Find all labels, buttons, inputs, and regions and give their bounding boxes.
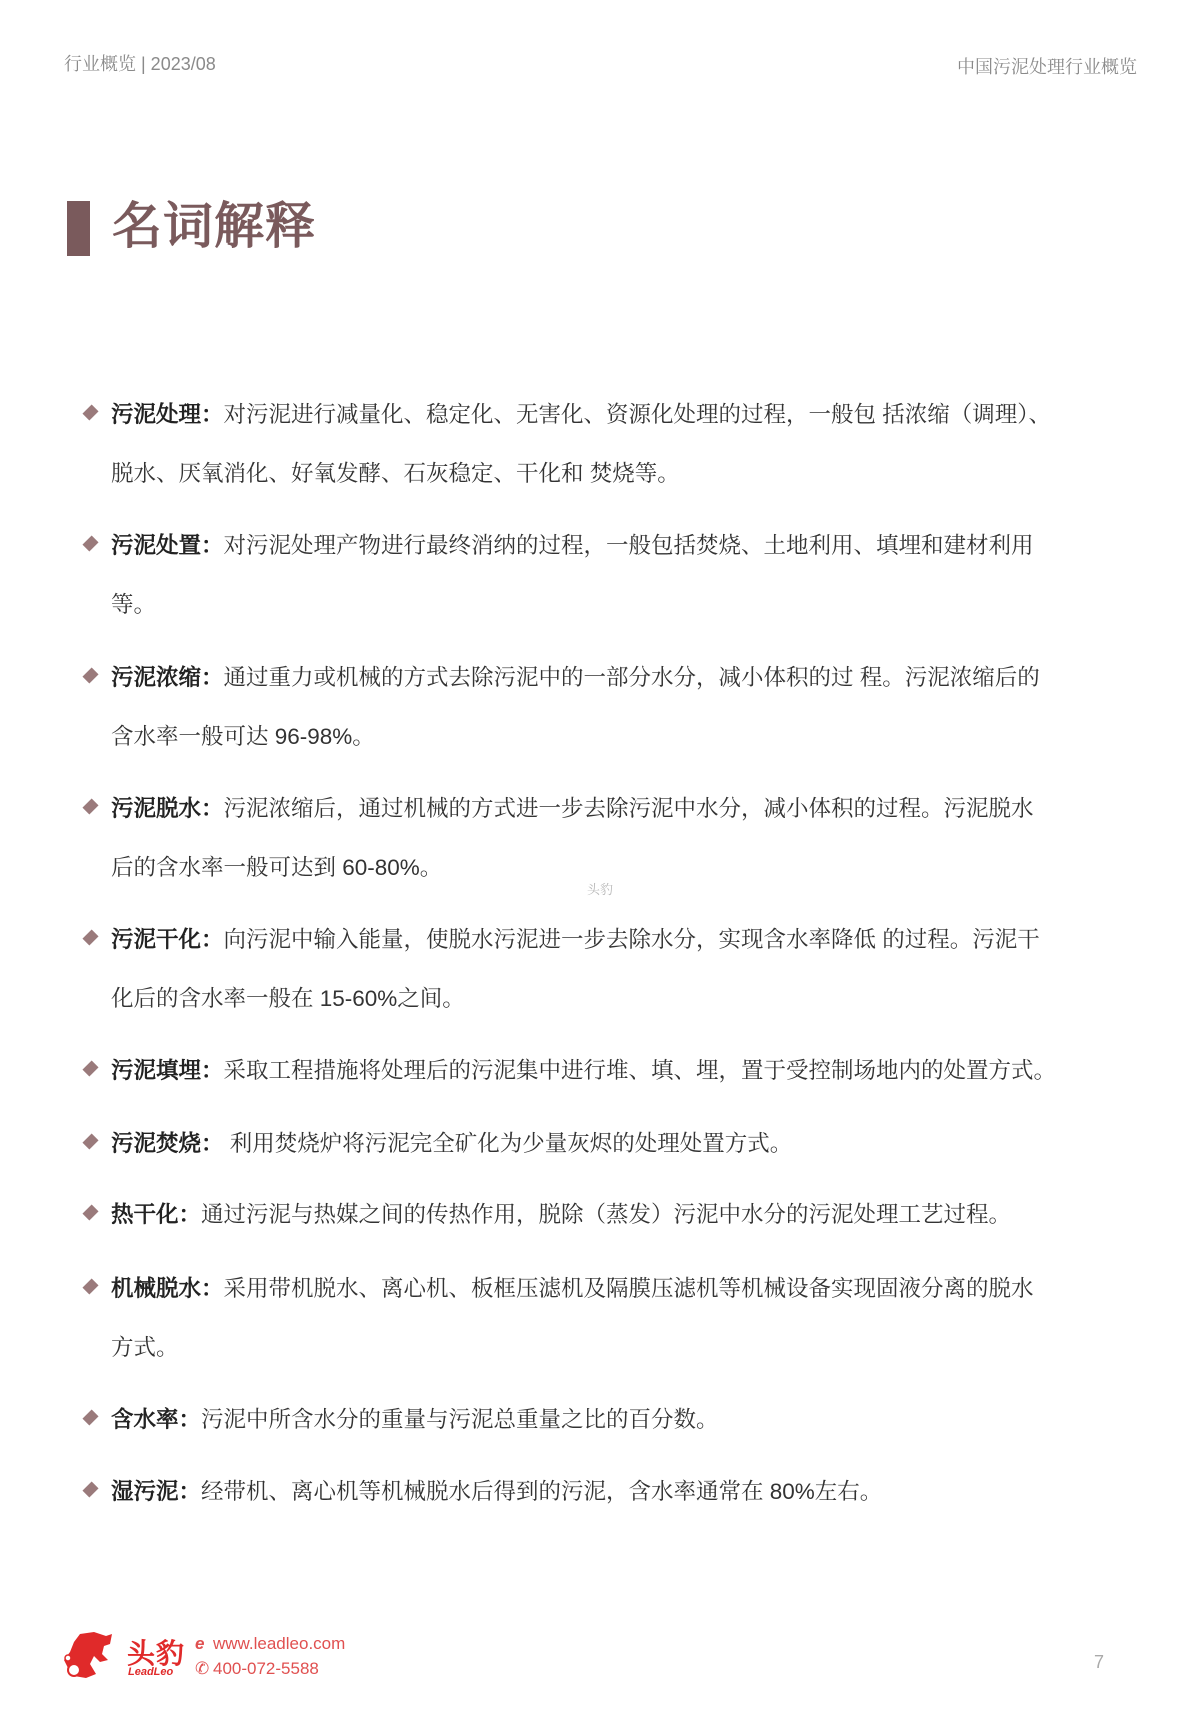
definition-item — [84, 1185, 1011, 1244]
definition-text: 对污泥处理产物进行最终消纳的过程，一般包括焚烧、土地利用、填埋和建材利用 — [223, 533, 1034, 558]
definition-term: 污泥填埋： — [111, 1058, 224, 1083]
definition-text: 对污泥进行减量化、稳定化、无害化、资源化处理的过程，一般包 括浓缩（调理）、 — [223, 402, 1052, 427]
definition-line-1 — [84, 516, 1034, 575]
definition-line-1 — [84, 385, 1051, 444]
definition-term: 机械脱水： — [111, 1276, 224, 1301]
definition-text: 通过污泥与热媒之间的传热作用，脱除（蒸发）污泥中水分的污泥处理工艺过程。 — [201, 1202, 1012, 1227]
definition-line-1 — [84, 910, 1040, 969]
definition-text: 经带机、离心机等机械脱水后得到的污泥，含水率通常在 80%左右。 — [201, 1479, 883, 1504]
definition-term: 湿污泥： — [111, 1479, 202, 1504]
brand-subtitle: LeadLeo — [128, 1666, 174, 1678]
definition-term: 污泥脱水： — [111, 796, 224, 821]
definition-text: 污泥浓缩后，通过机械的方式进一步去除污泥中水分，减小体积的过程。污泥脱水 — [223, 796, 1034, 821]
definition-line-2: 脱水、厌氧消化、好氧发酵、石灰稳定、干化和 焚烧等。 — [111, 461, 680, 486]
page-number: 7 — [1094, 1652, 1105, 1672]
definition-term: 热干化： — [111, 1202, 202, 1227]
definition-item — [84, 648, 1040, 766]
definition-line-1 — [84, 1041, 1056, 1100]
header-left: 行业概览 | 2023/08 — [64, 54, 216, 74]
definition-term: 污泥干化： — [111, 927, 224, 952]
page-title: 名词解释 — [112, 198, 316, 254]
definition-line-1 — [84, 1462, 882, 1521]
definition-line-2: 方式。 — [111, 1335, 179, 1360]
definition-item — [84, 516, 1034, 634]
definition-line-1 — [84, 1390, 719, 1449]
definition-text: 污泥中所含水分的重量与污泥总重量之比的百分数。 — [201, 1407, 719, 1432]
definition-text: 采取工程措施将处理后的污泥集中进行堆、填、埋，置于受控制场地内的处置方式。 — [223, 1058, 1057, 1083]
web-icon: e — [195, 1634, 205, 1653]
brand-name: 头豹 — [127, 1638, 186, 1669]
watermark: 头豹 — [587, 882, 614, 897]
definition-item — [84, 1114, 792, 1173]
definition-line-1 — [84, 1185, 1011, 1244]
header-right: 中国污泥处理行业概览 — [957, 57, 1137, 77]
phone-contact — [195, 1659, 319, 1679]
title-accent-bar — [67, 201, 90, 256]
definition-line-2: 化后的含水率一般在 15-60%之间。 — [111, 986, 465, 1011]
definition-line-1 — [84, 648, 1040, 707]
definition-item — [84, 910, 1040, 1028]
definition-item — [84, 1041, 1056, 1100]
website-text: www.leadleo.com — [213, 1634, 346, 1653]
definition-text: 通过重力或机械的方式去除污泥中的一部分水分，减小体积的过 程。污泥浓缩后的 — [223, 665, 1040, 690]
definition-line-2: 含水率一般可达 96-98%。 — [111, 724, 375, 749]
definition-term: 含水率： — [111, 1407, 202, 1432]
website-link[interactable] — [195, 1634, 345, 1654]
definition-item — [84, 1462, 882, 1521]
definition-line-1 — [84, 1114, 792, 1173]
definition-term: 污泥处理： — [111, 402, 224, 427]
definition-item — [84, 1259, 1034, 1377]
definition-line-1 — [84, 779, 1034, 838]
definition-item — [84, 385, 1051, 503]
definition-term: 污泥处置： — [111, 533, 224, 558]
definition-line-2: 等。 — [111, 592, 157, 617]
definition-line-2: 后的含水率一般可达到 60-80%。 — [111, 855, 443, 880]
leadleo-logo-icon — [60, 1630, 116, 1682]
phone-text: 400-072-5588 — [213, 1659, 319, 1678]
definition-text: 采用带机脱水、离心机、板框压滤机及隔膜压滤机等机械设备实现固液分离的脱水 — [223, 1276, 1034, 1301]
definition-text: 向污泥中输入能量，使脱水污泥进一步去除水分，实现含水率降低 的过程。污泥干 — [223, 927, 1040, 952]
phone-icon: ✆ — [195, 1659, 210, 1678]
definition-term: 污泥焚烧： — [111, 1131, 224, 1156]
definition-line-1 — [84, 1259, 1034, 1318]
definition-item — [84, 1390, 719, 1449]
definition-text: 利用焚烧炉将污泥完全矿化为少量灰烬的处理处置方式。 — [223, 1131, 793, 1156]
definition-term: 污泥浓缩： — [111, 665, 224, 690]
definition-item — [84, 779, 1034, 897]
